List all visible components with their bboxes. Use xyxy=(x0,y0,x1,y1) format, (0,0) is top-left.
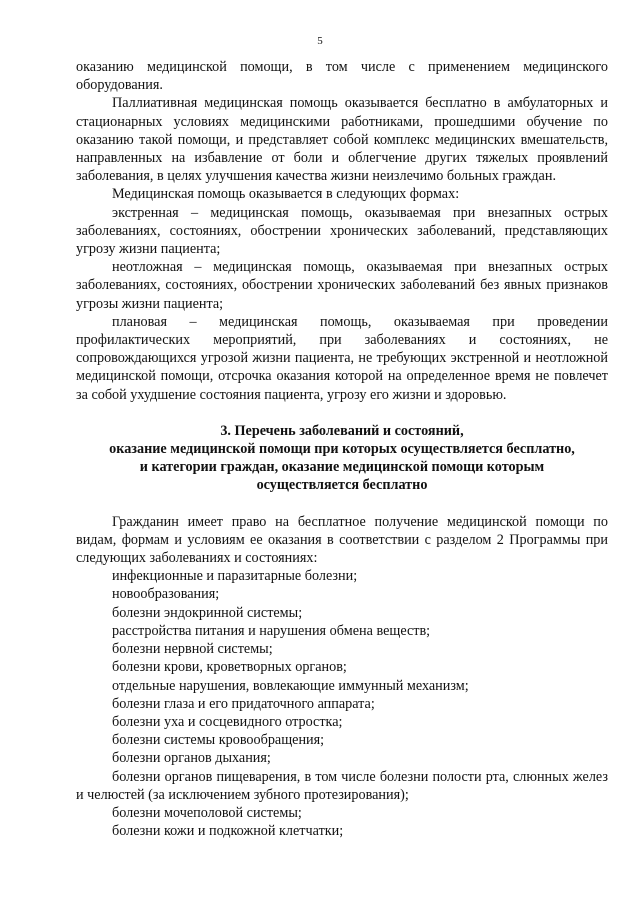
section-3-intro: Гражданин имеет право на бесплатное получение медицинской помощи по видам, формам и условиям ее оказания в соответствии с разделом 2 Программы при следующих заболеваниях и состояниях: xyxy=(76,513,608,567)
paragraph-form-urgent: неотложная – медицинская помощь, оказываемая при внезапных острых заболеваниях, состояниях, обострении хронических заболеваний без явных признаков угрозы жизни пациента; xyxy=(76,259,608,312)
list-item: новообразования; xyxy=(112,586,220,603)
list-item: болезни уха и сосцевидного отростка; xyxy=(112,713,343,730)
list-item: инфекционные и паразитарные болезни; xyxy=(112,568,358,585)
paragraph-continuation: оказанию медицинской помощи, в том числе с применением медицинского оборудования. xyxy=(76,59,608,94)
page-number: 5 xyxy=(317,35,323,47)
list-item: болезни глаза и его придаточного аппарата; xyxy=(112,695,375,712)
paragraph-form-emergency: экстренная – медицинская помощь, оказываемая при внезапных острых заболеваниях, состояниях, обострении хронических заболеваний, представляющих угрозу жизни пациента; xyxy=(76,204,608,258)
list-item: болезни органов дыхания; xyxy=(112,750,271,767)
paragraph-form-planned: плановая – медицинская помощь, оказываемая при проведении профилактических мероприятий, при заболеваниях и состояниях, не сопровождающихся угрозой жизни пациента, не требующих экстренной и неотложной медицинской помощи, отсрочка оказания которой на определенное время не повлечет за собой ухудшение состояния пациента, угрозу его жизни и здоровью. xyxy=(76,313,608,403)
list-item: болезни крови, кроветворных органов; xyxy=(112,659,347,676)
section-3-heading xyxy=(76,422,608,495)
paragraph-palliative-care: Паллиативная медицинская помощь оказывается бесплатно в амбулаторных и стационарных условиях медицинскими работниками, прошедшими обучение по оказанию такой помощи, и представляет собой комплекс медицинских вмешательств, направленных на избавление от боли и облегчение других тяжелых проявлений заболевания, в целях улучшения качества жизни неизлечимо больных граждан. xyxy=(76,95,608,185)
disease-list xyxy=(76,567,608,840)
section-heading-line: оказание медицинской помощи при которых осуществляется бесплатно, xyxy=(109,441,575,458)
section-heading-line: осуществляется бесплатно xyxy=(256,477,428,494)
list-item: болезни органов пищеварения, в том числе болезни полости рта, слюнных желез и челюстей (за исключением зубного протезирования); xyxy=(76,768,608,803)
list-item: болезни нервной системы; xyxy=(112,641,273,658)
list-item: болезни мочеполовой системы; xyxy=(112,804,302,821)
section-heading-line: 3. Перечень заболеваний и состояний, xyxy=(220,422,464,439)
paragraph-forms-intro: Медицинская помощь оказывается в следующих формах: xyxy=(112,186,460,203)
list-item: болезни системы кровообращения; xyxy=(112,732,325,749)
list-item: расстройства питания и нарушения обмена веществ; xyxy=(112,622,431,639)
section-heading-line: и категории граждан, оказание медицинской помощи которым xyxy=(139,459,545,476)
list-item: болезни эндокринной системы; xyxy=(112,604,303,621)
list-item: отдельные нарушения, вовлекающие иммунный механизм; xyxy=(112,677,469,694)
list-item: болезни кожи и подкожной клетчатки; xyxy=(112,823,344,840)
document-body xyxy=(76,58,608,840)
